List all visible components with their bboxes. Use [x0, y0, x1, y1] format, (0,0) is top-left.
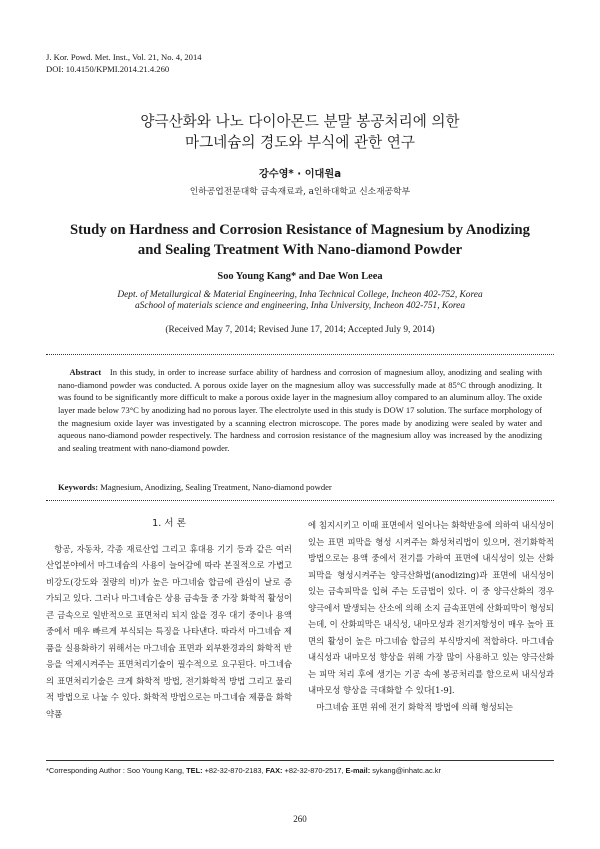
english-affiliation: [0, 290, 600, 313]
footnote-author: *Corresponding Author : Soo Young Kang,: [46, 766, 187, 775]
english-title-line2: and Sealing Treatment With Nano-diamond Powder: [137, 242, 463, 258]
keywords: [58, 482, 542, 492]
footnote-fax: +82-32-870-2517,: [282, 766, 346, 775]
corresponding-author-footnote: [46, 766, 441, 775]
english-title-line1: Study on Hardness and Corrosion Resistance of Magnesium by Anodizing: [70, 222, 530, 238]
korean-affiliation: 인하공업전문대학 금속재료과, a인하대학교 신소재공학부: [189, 187, 411, 197]
footnote-tel: +82-32-870-2183,: [202, 766, 266, 775]
korean-title-line1: 양극산화와 나노 다이아몬드 분말 봉공처리에 의한: [140, 113, 460, 130]
divider-top: [46, 354, 554, 355]
keywords-label: Keywords:: [58, 482, 99, 492]
english-affiliation-line2: aSchool of materials science and engineering, Inha University, Incheon 402-751, Korea: [134, 301, 466, 312]
section-title: 1. 서 론: [152, 518, 186, 529]
body-column-right: [308, 517, 554, 715]
paragraph: 에 침지시키고 이때 표면에서 일어나는 화학반응에 의하여 내식성이 있는 표면 피막을 형성 시켜주는 화성처리법이 있으며, 전기화학적 방법으로는 용액 중에서 전기를 가하여 표면에 내식성이 있는 산화피막을 형성시켜주는 양극산화법(anodizing)과 표면에 내식성이 있는 금속피막을 입혀 주는 도금법이 있다. 이 중 양극산화의 경우 양극에서 발생되는 산소에 의해 소지 금속표면에 산화피막이 형성되는데, 이 산화피막은 내식성, 내마모성과 전기저항성이 매우 높아 표면의 활성이 높은 마그네슘 합금의 부식방지에 적합하다. 마그네슘 내식성과 내마모성 향상을 위해 가장 많이 사용하고 있는 양극산화는 피막 처리 후에 생기는 기공 속에 봉공처리를 함으로써 내식성과 내마모성 향상을 극대화할 수 있다[1-9].: [308, 520, 554, 695]
received-dates: (Received May 7, 2014; Revised June 17, 2014; Accepted July 9, 2014): [165, 325, 435, 335]
english-affiliation-line1: Dept. of Metallurgical & Material Engineering, Inha Technical College, Incheon 402-752, Korea: [117, 290, 483, 300]
footnote-email: sykang@inhatc.ac.kr: [370, 766, 441, 775]
journal-header: [46, 52, 202, 75]
korean-authors: 강수영* · 이대원a: [258, 169, 342, 180]
footnote-fax-label: FAX:: [265, 766, 283, 775]
paragraph: 항공, 자동차, 각종 재료산업 그리고 휴대용 기기 등과 같은 여러 산업분야에서 마그네슘의 사용이 늘어감에 따라 본질적으로 가볍고 비강도(강도와 질량의 비)가 높은 마그네슘 합금에 관심이 날로 증가되고 있다. 그러나 마그네슘은 상용 금속들 중 가장 화학적 활성이 큰 금속으로 일반적으로 표면처리 되지 않을 경우 대기 중이나 용액 중에서 매우 빠르게 부식되는 특징을 나타낸다. 따라서 마그네슘 제품을 실용화하기 위해서는 마그네슘 표면과 외부환경과의 화학적 반응을 억제시켜주는 표면처리기술이 필수적으로 요구된다. 마그네슘의 표면처리기술은 크게 화학적 방법, 전기화학적 방법 그리고 물리적 방법으로 나눌 수 있다. 화학적 방법으로는 마그네슘 제품을 화학약품: [46, 543, 292, 719]
keywords-text: Magnesium, Anodizing, Sealing Treatment, Nano-diamond powder: [100, 482, 332, 492]
english-authors: Soo Young Kang* and Dae Won Leea: [217, 271, 383, 282]
korean-title: [0, 111, 600, 153]
footnote-tel-label: TEL:: [186, 766, 203, 775]
body-column-left: [46, 516, 292, 722]
paragraph: 마그네슘 표면 위에 전기 화학적 방법에 의해 형성되는: [316, 701, 514, 712]
journal-doi: DOI: 10.4150/KPMI.2014.21.4.260: [46, 63, 170, 74]
abstract: [58, 366, 542, 455]
english-title: [40, 220, 560, 260]
divider-bottom: [46, 500, 554, 501]
korean-title-line2: 마그네슘의 경도와 부식에 관한 연구: [184, 134, 416, 151]
page-number: 260: [293, 814, 307, 824]
abstract-text: In this study, in order to increase surface ability of hardness and corrosion of magnesium alloy, anodizing and sealing with nano-diamond powder was conducted. A porous oxide layer on the magnesium alloy was successfully made at 85°C through anodizing. It was found to be significantly more difficult to make a porous oxide layer in the magnesium alloy compared to an aluminum alloy. The oxide layer made below 73°C by anodizing had no porous layer. The electrolyte used in this study is DOW 17 solution. The surface morphology of the magnesium oxide layer was investigated by a scanning electron microscope. The pores made by anodizing were sealed by water and aqueous nano-diamond powder respectively. The hardness and corrosion resistance of the magnesium alloy was increased by the anodizing and sealing treatment with nano-diamond powder.: [58, 367, 542, 453]
abstract-label: Abstract: [69, 367, 102, 377]
footnote-email-label: E-mail:: [345, 766, 371, 775]
journal-citation: J. Kor. Powd. Met. Inst., Vol. 21, No. 4, 2014: [46, 52, 202, 62]
footnote-rule: [46, 760, 554, 761]
